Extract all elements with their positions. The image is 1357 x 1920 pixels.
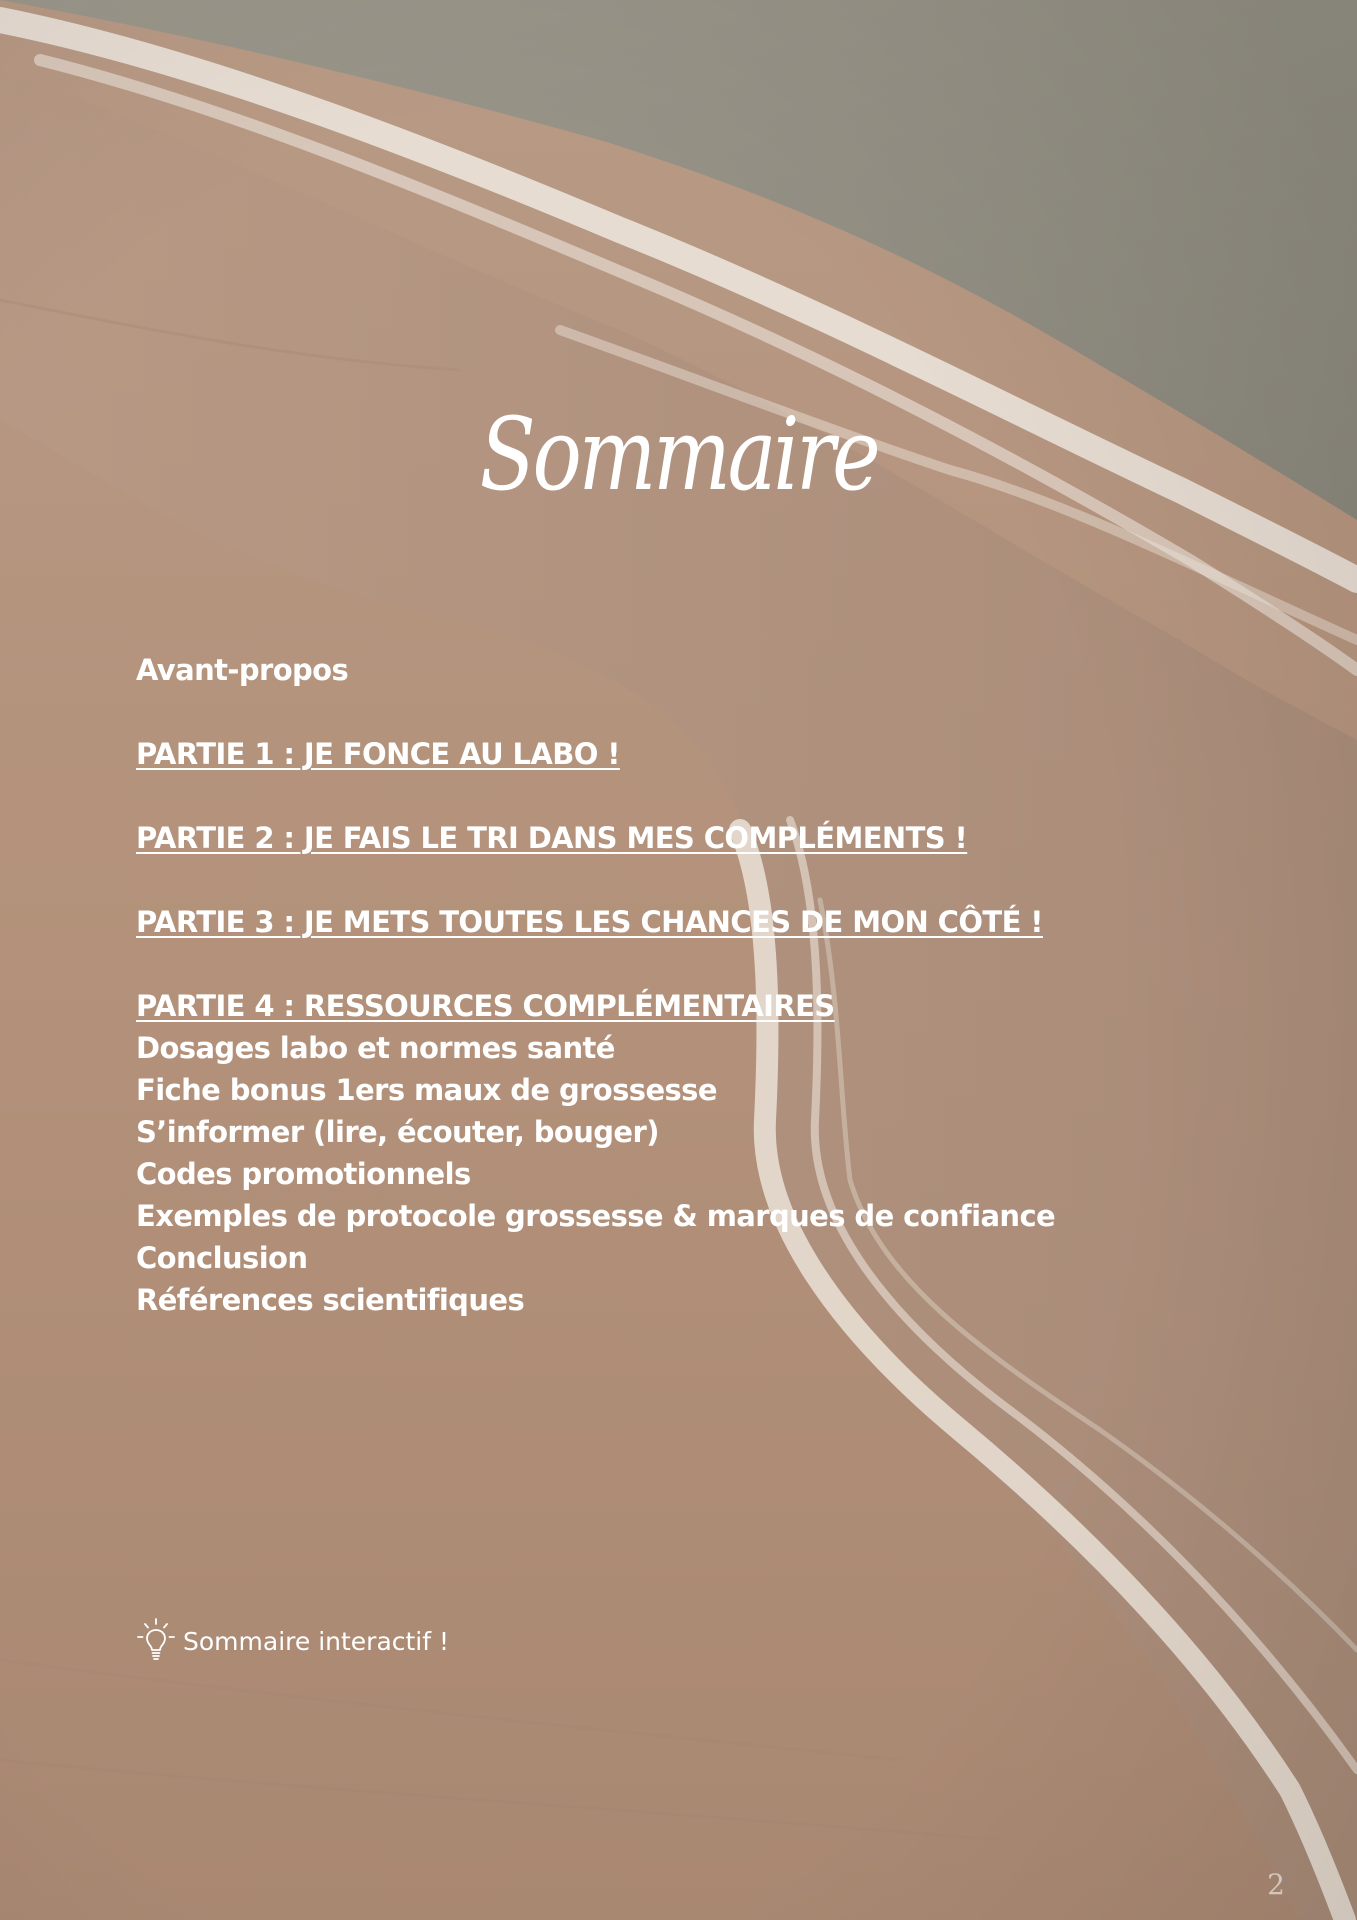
lightbulb-icon: [135, 1616, 177, 1666]
interactive-hint-text: Sommaire interactif !: [183, 1626, 450, 1656]
toc-item-partie-1-link[interactable]: PARTIE 1 : JE FONCE AU LABO !: [136, 737, 620, 771]
toc-item-partie-2-link[interactable]: PARTIE 2 : JE FAIS LE TRI DANS MES COMPLÉMENTS !: [136, 821, 968, 855]
toc-subitem-conclusion[interactable]: Conclusion: [136, 1241, 308, 1275]
interactive-hint: [135, 1616, 449, 1666]
page-title: Sommaire: [479, 396, 878, 513]
toc-subitem-sinformer[interactable]: S’informer (lire, écouter, bouger): [136, 1115, 659, 1149]
toc-subitem-fiche-bonus[interactable]: Fiche bonus 1ers maux de grossesse: [136, 1073, 717, 1107]
toc-subitem-references[interactable]: Références scientifiques: [136, 1283, 525, 1317]
toc-subitem-exemples-protocole[interactable]: Exemples de protocole grossesse & marques de confiance: [136, 1199, 1056, 1233]
toc-subitem-dosages[interactable]: Dosages labo et normes santé: [136, 1031, 615, 1065]
toc-item-partie-4-link[interactable]: PARTIE 4 : RESSOURCES COMPLÉMENTAIRES: [136, 989, 835, 1023]
toc-item-avant-propos[interactable]: Avant-propos: [136, 653, 349, 687]
page-number: 2: [1267, 1868, 1285, 1901]
toc-subitem-codes-promo[interactable]: Codes promotionnels: [136, 1157, 471, 1191]
toc-item-partie-3-link[interactable]: PARTIE 3 : JE METS TOUTES LES CHANCES DE MON CÔTÉ !: [136, 905, 1043, 939]
